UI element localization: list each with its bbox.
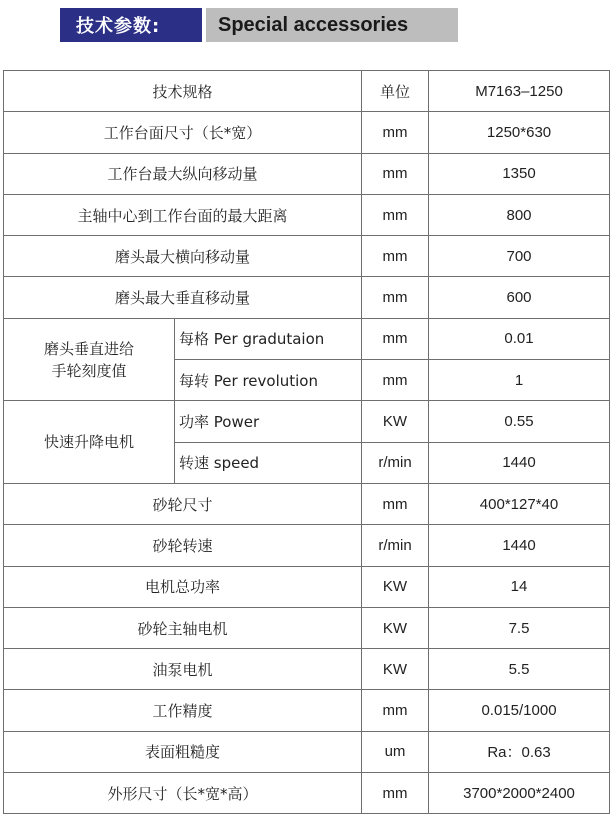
row-unit: mm bbox=[362, 360, 429, 401]
row-value: 0.01 bbox=[429, 318, 610, 359]
row-param: 主轴中心到工作台面的最大距离 bbox=[4, 194, 362, 235]
section-header bbox=[60, 8, 458, 42]
header-en-title: Special accessories bbox=[206, 8, 458, 42]
row-unit: r/min bbox=[362, 525, 429, 566]
row-value: 1250*630 bbox=[429, 112, 610, 153]
handwheel-label-line2: 手轮刻度值 bbox=[51, 361, 127, 380]
row-unit: mm bbox=[362, 194, 429, 235]
row-unit: KW bbox=[362, 401, 429, 442]
row-value: 400*127*40 bbox=[429, 483, 610, 524]
table-row bbox=[4, 401, 610, 442]
row-unit: mm bbox=[362, 112, 429, 153]
table-row bbox=[4, 649, 610, 690]
table-row bbox=[4, 525, 610, 566]
row-value: 700 bbox=[429, 236, 610, 277]
row-unit: mm bbox=[362, 483, 429, 524]
row-unit: mm bbox=[362, 153, 429, 194]
table-row bbox=[4, 194, 610, 235]
row-value: 5.5 bbox=[429, 649, 610, 690]
row-value: 1440 bbox=[429, 525, 610, 566]
row-param: 油泵电机 bbox=[4, 649, 362, 690]
row-unit: um bbox=[362, 731, 429, 772]
table-row bbox=[4, 112, 610, 153]
table-row bbox=[4, 236, 610, 277]
motor-group-label: 快速升降电机 bbox=[4, 401, 175, 484]
row-param: 砂轮尺寸 bbox=[4, 483, 362, 524]
row-value: 7.5 bbox=[429, 607, 610, 648]
row-unit: mm bbox=[362, 318, 429, 359]
row-value: 0.55 bbox=[429, 401, 610, 442]
row-unit: mm bbox=[362, 236, 429, 277]
row-unit: KW bbox=[362, 649, 429, 690]
row-value: 800 bbox=[429, 194, 610, 235]
row-value: 600 bbox=[429, 277, 610, 318]
row-param: 表面粗糙度 bbox=[4, 731, 362, 772]
row-value: 3700*2000*2400 bbox=[429, 773, 610, 814]
row-value: 1350 bbox=[429, 153, 610, 194]
table-row bbox=[4, 483, 610, 524]
row-param: 磨头最大横向移动量 bbox=[4, 236, 362, 277]
row-param: 砂轮主轴电机 bbox=[4, 607, 362, 648]
row-subparam: 转速 speed bbox=[175, 442, 362, 483]
table-header-row bbox=[4, 71, 610, 112]
row-param: 磨头最大垂直移动量 bbox=[4, 277, 362, 318]
table-row bbox=[4, 607, 610, 648]
row-value: 1 bbox=[429, 360, 610, 401]
row-unit: r/min bbox=[362, 442, 429, 483]
row-value: 0.015/1000 bbox=[429, 690, 610, 731]
header-model: M7163–1250 bbox=[429, 71, 610, 112]
row-unit: mm bbox=[362, 277, 429, 318]
row-param: 砂轮转速 bbox=[4, 525, 362, 566]
row-param: 电机总功率 bbox=[4, 566, 362, 607]
table-row bbox=[4, 773, 610, 814]
row-subparam: 每格 Per gradutaion bbox=[175, 318, 362, 359]
row-value: 1440 bbox=[429, 442, 610, 483]
row-value: 14 bbox=[429, 566, 610, 607]
table-row bbox=[4, 277, 610, 318]
header-cn-title: 技术参数: bbox=[60, 8, 202, 42]
row-unit: KW bbox=[362, 607, 429, 648]
table-row bbox=[4, 153, 610, 194]
row-unit: mm bbox=[362, 690, 429, 731]
row-param: 工作台面尺寸（长*宽） bbox=[4, 112, 362, 153]
table-row bbox=[4, 731, 610, 772]
row-unit: mm bbox=[362, 773, 429, 814]
row-param: 工作台最大纵向移动量 bbox=[4, 153, 362, 194]
row-value: Ra：0.63 bbox=[429, 731, 610, 772]
row-subparam: 每转 Per revolution bbox=[175, 360, 362, 401]
row-unit: KW bbox=[362, 566, 429, 607]
handwheel-group-label bbox=[4, 318, 175, 401]
header-unit: 单位 bbox=[362, 71, 429, 112]
header-param: 技术规格 bbox=[4, 71, 362, 112]
row-param: 外形尺寸（长*宽*高） bbox=[4, 773, 362, 814]
spec-table bbox=[3, 70, 610, 814]
row-param: 工作精度 bbox=[4, 690, 362, 731]
handwheel-label-line1: 磨头垂直进给 bbox=[43, 339, 134, 358]
table-row bbox=[4, 566, 610, 607]
row-subparam: 功率 Power bbox=[175, 401, 362, 442]
table-row bbox=[4, 690, 610, 731]
table-row bbox=[4, 318, 610, 359]
